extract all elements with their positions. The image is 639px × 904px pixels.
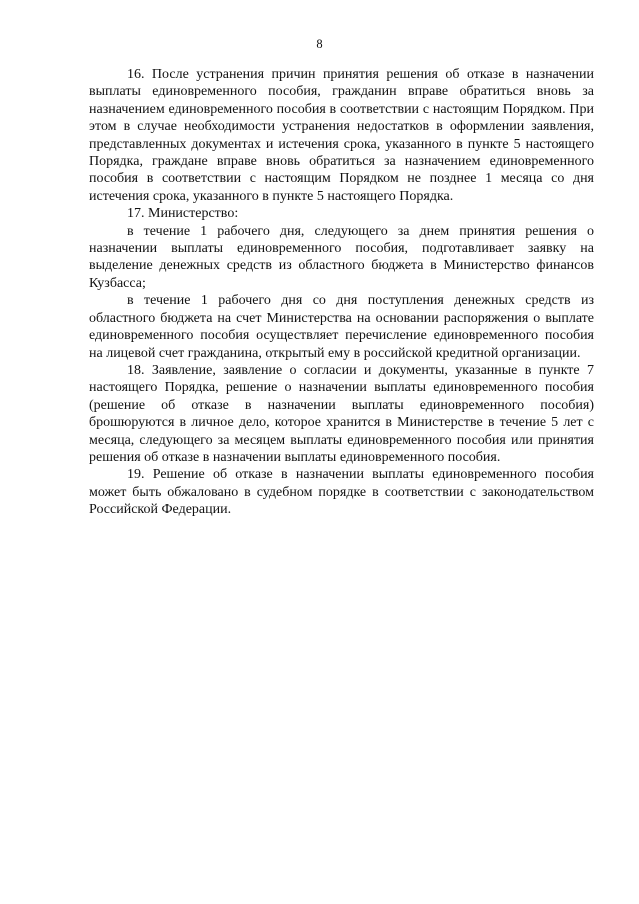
paragraph-18: 18. Заявление, заявление о согласии и документы, указанные в пункте 7 настоящего Порядка, решение о назначении выплаты единовременного пособия (решение об отказе в назначении выплаты единовременного пособия) брошюруются в личное дело, которое хранится в Министерстве в течение 5 лет с месяца, следующего за месяцем выплаты единовременного пособия или принятия решения об отказе в назначении выплаты единовременного пособия.: [89, 362, 594, 465]
paragraph-17-item-1: в течение 1 рабочего дня, следующего за днем принятия решения о назначении выплаты единовременного пособия, подготавливает заявку на выделение денежных средств из областного бюджета в Министерство финансов Кузбасса;: [89, 223, 594, 291]
paragraph-19: 19. Решение об отказе в назначении выплаты единовременного пособия может быть обжаловано в судебном порядке в соответствии с законодательством Российской Федерации.: [89, 467, 594, 518]
paragraph-16: 16. После устранения причин принятия решения об отказе в назначении выплаты единовременного пособия, гражданин вправе обратиться вновь за назначением единовременного пособия в соответствии с настоящим Порядком. При этом в случае необходимости устранения недостатков в оформлении заявления, представленных документах и истечения срока, указанного в пункте 5 настоящего Порядка, граждане вправе вновь обратиться за назначением единовременного пособия в соответствии с настоящим Порядком не позднее 1 месяца со дня истечения срока, указанного в пункте 5 настоящего Порядка.: [89, 67, 594, 204]
paragraph-17-heading: 17. Министерство:: [127, 206, 239, 222]
page-number: 8: [316, 37, 323, 51]
paragraph-17-item-2: в течение 1 рабочего дня со дня поступления денежных средств из областного бюджета на счет Министерства на основании распоряжения о выплате единовременного пособия осуществляет перечисление единовременного пособия на лицевой счет гражданина, открытый ему в российской кредитной организации.: [89, 293, 594, 361]
document-body: [89, 66, 594, 519]
